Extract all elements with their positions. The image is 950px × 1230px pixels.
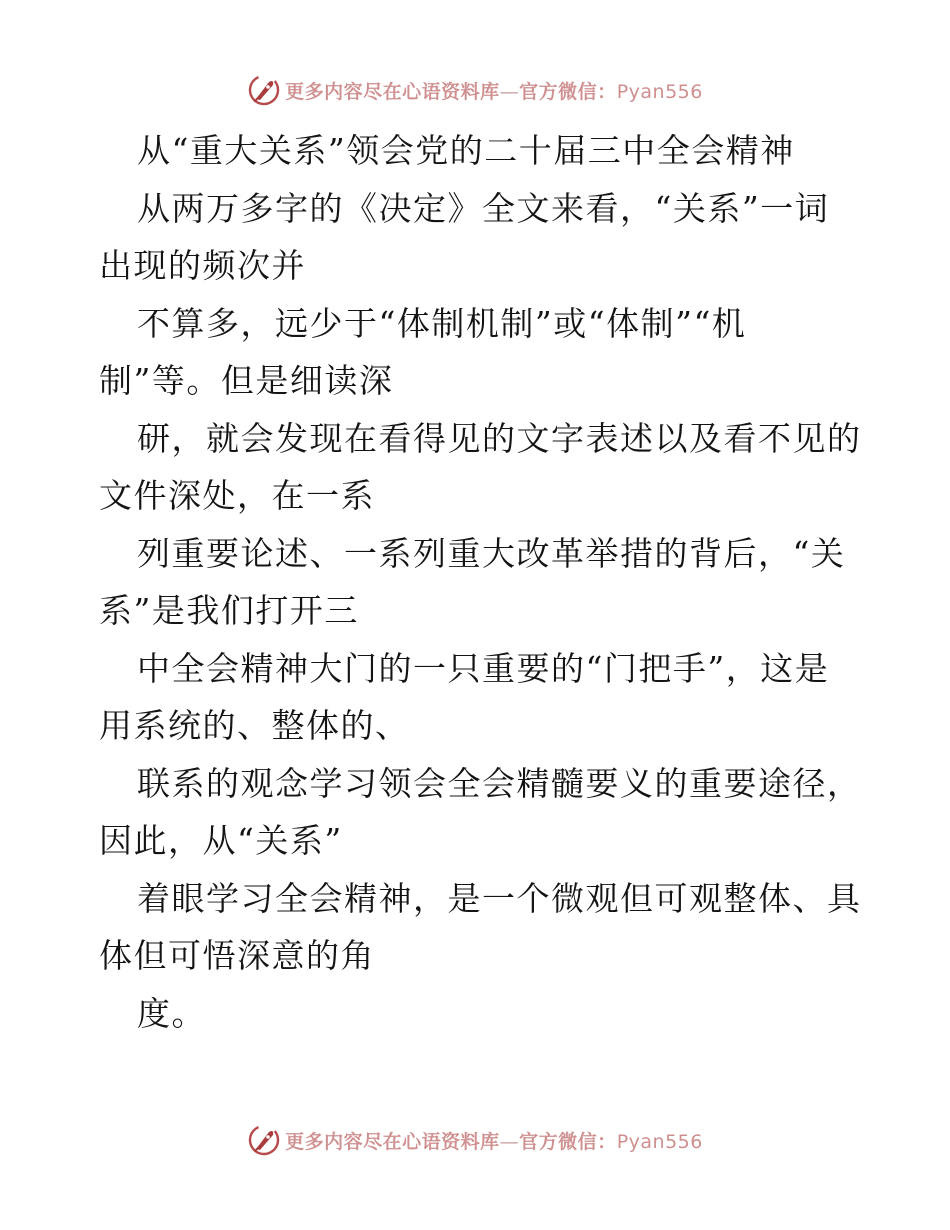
text-line: 度。 [137, 993, 206, 1033]
document-body [99, 122, 862, 1042]
text-line: 用系统的、整体的、 [99, 706, 410, 745]
text-line: 中全会精神大门的一只重要的“门把手”，这是 [137, 648, 830, 688]
watermark-text [285, 1127, 703, 1154]
text-line: 研，就会发现在看得见的文字表述以及看不见的 [137, 418, 862, 458]
quill-logo-icon [247, 73, 281, 107]
watermark-banner-bottom [0, 1120, 950, 1160]
watermark-banner-top [0, 70, 950, 110]
watermark-prefix: 更多内容尽在心语资料库 [285, 1130, 500, 1153]
text-line: 列重要论述、一系列重大改革举措的背后，“关 [137, 533, 846, 573]
watermark-separator: — [499, 80, 520, 103]
watermark-banner-content [247, 73, 703, 107]
text-line: 从两万多字的《决定》全文来看，“关系”一词 [137, 188, 830, 228]
text-line: 系”是我们打开三 [99, 591, 359, 630]
text-line: 着眼学习全会精神，是一个微观但可观整体、具 [137, 878, 862, 918]
watermark-text [285, 77, 703, 104]
quill-logo-icon [247, 1123, 281, 1157]
document-title-line: 从“重大关系”领会党的二十届三中全会精神 [137, 131, 795, 170]
watermark-middle: 官方微信： [519, 1130, 617, 1153]
text-line: 文件深处，在一系 [99, 476, 375, 515]
watermark-banner-content [247, 1123, 703, 1157]
watermark-prefix: 更多内容尽在心语资料库 [285, 80, 500, 103]
text-line: 制”等。但是细读深 [99, 361, 394, 400]
text-line: 体但可悟深意的角 [99, 936, 375, 975]
text-line: 不算多，远少于“体制机制”或“体制”“机 [137, 303, 747, 343]
watermark-separator: — [499, 1130, 520, 1153]
text-line: 因此，从“关系” [99, 821, 343, 860]
watermark-middle: 官方微信： [519, 80, 617, 103]
watermark-wechat-id: Pyan556 [616, 1130, 703, 1153]
text-line: 出现的频次并 [99, 246, 306, 285]
watermark-wechat-id: Pyan556 [616, 80, 703, 103]
text-line: 联系的观念学习领会全会精髓要义的重要途径， [137, 763, 862, 803]
